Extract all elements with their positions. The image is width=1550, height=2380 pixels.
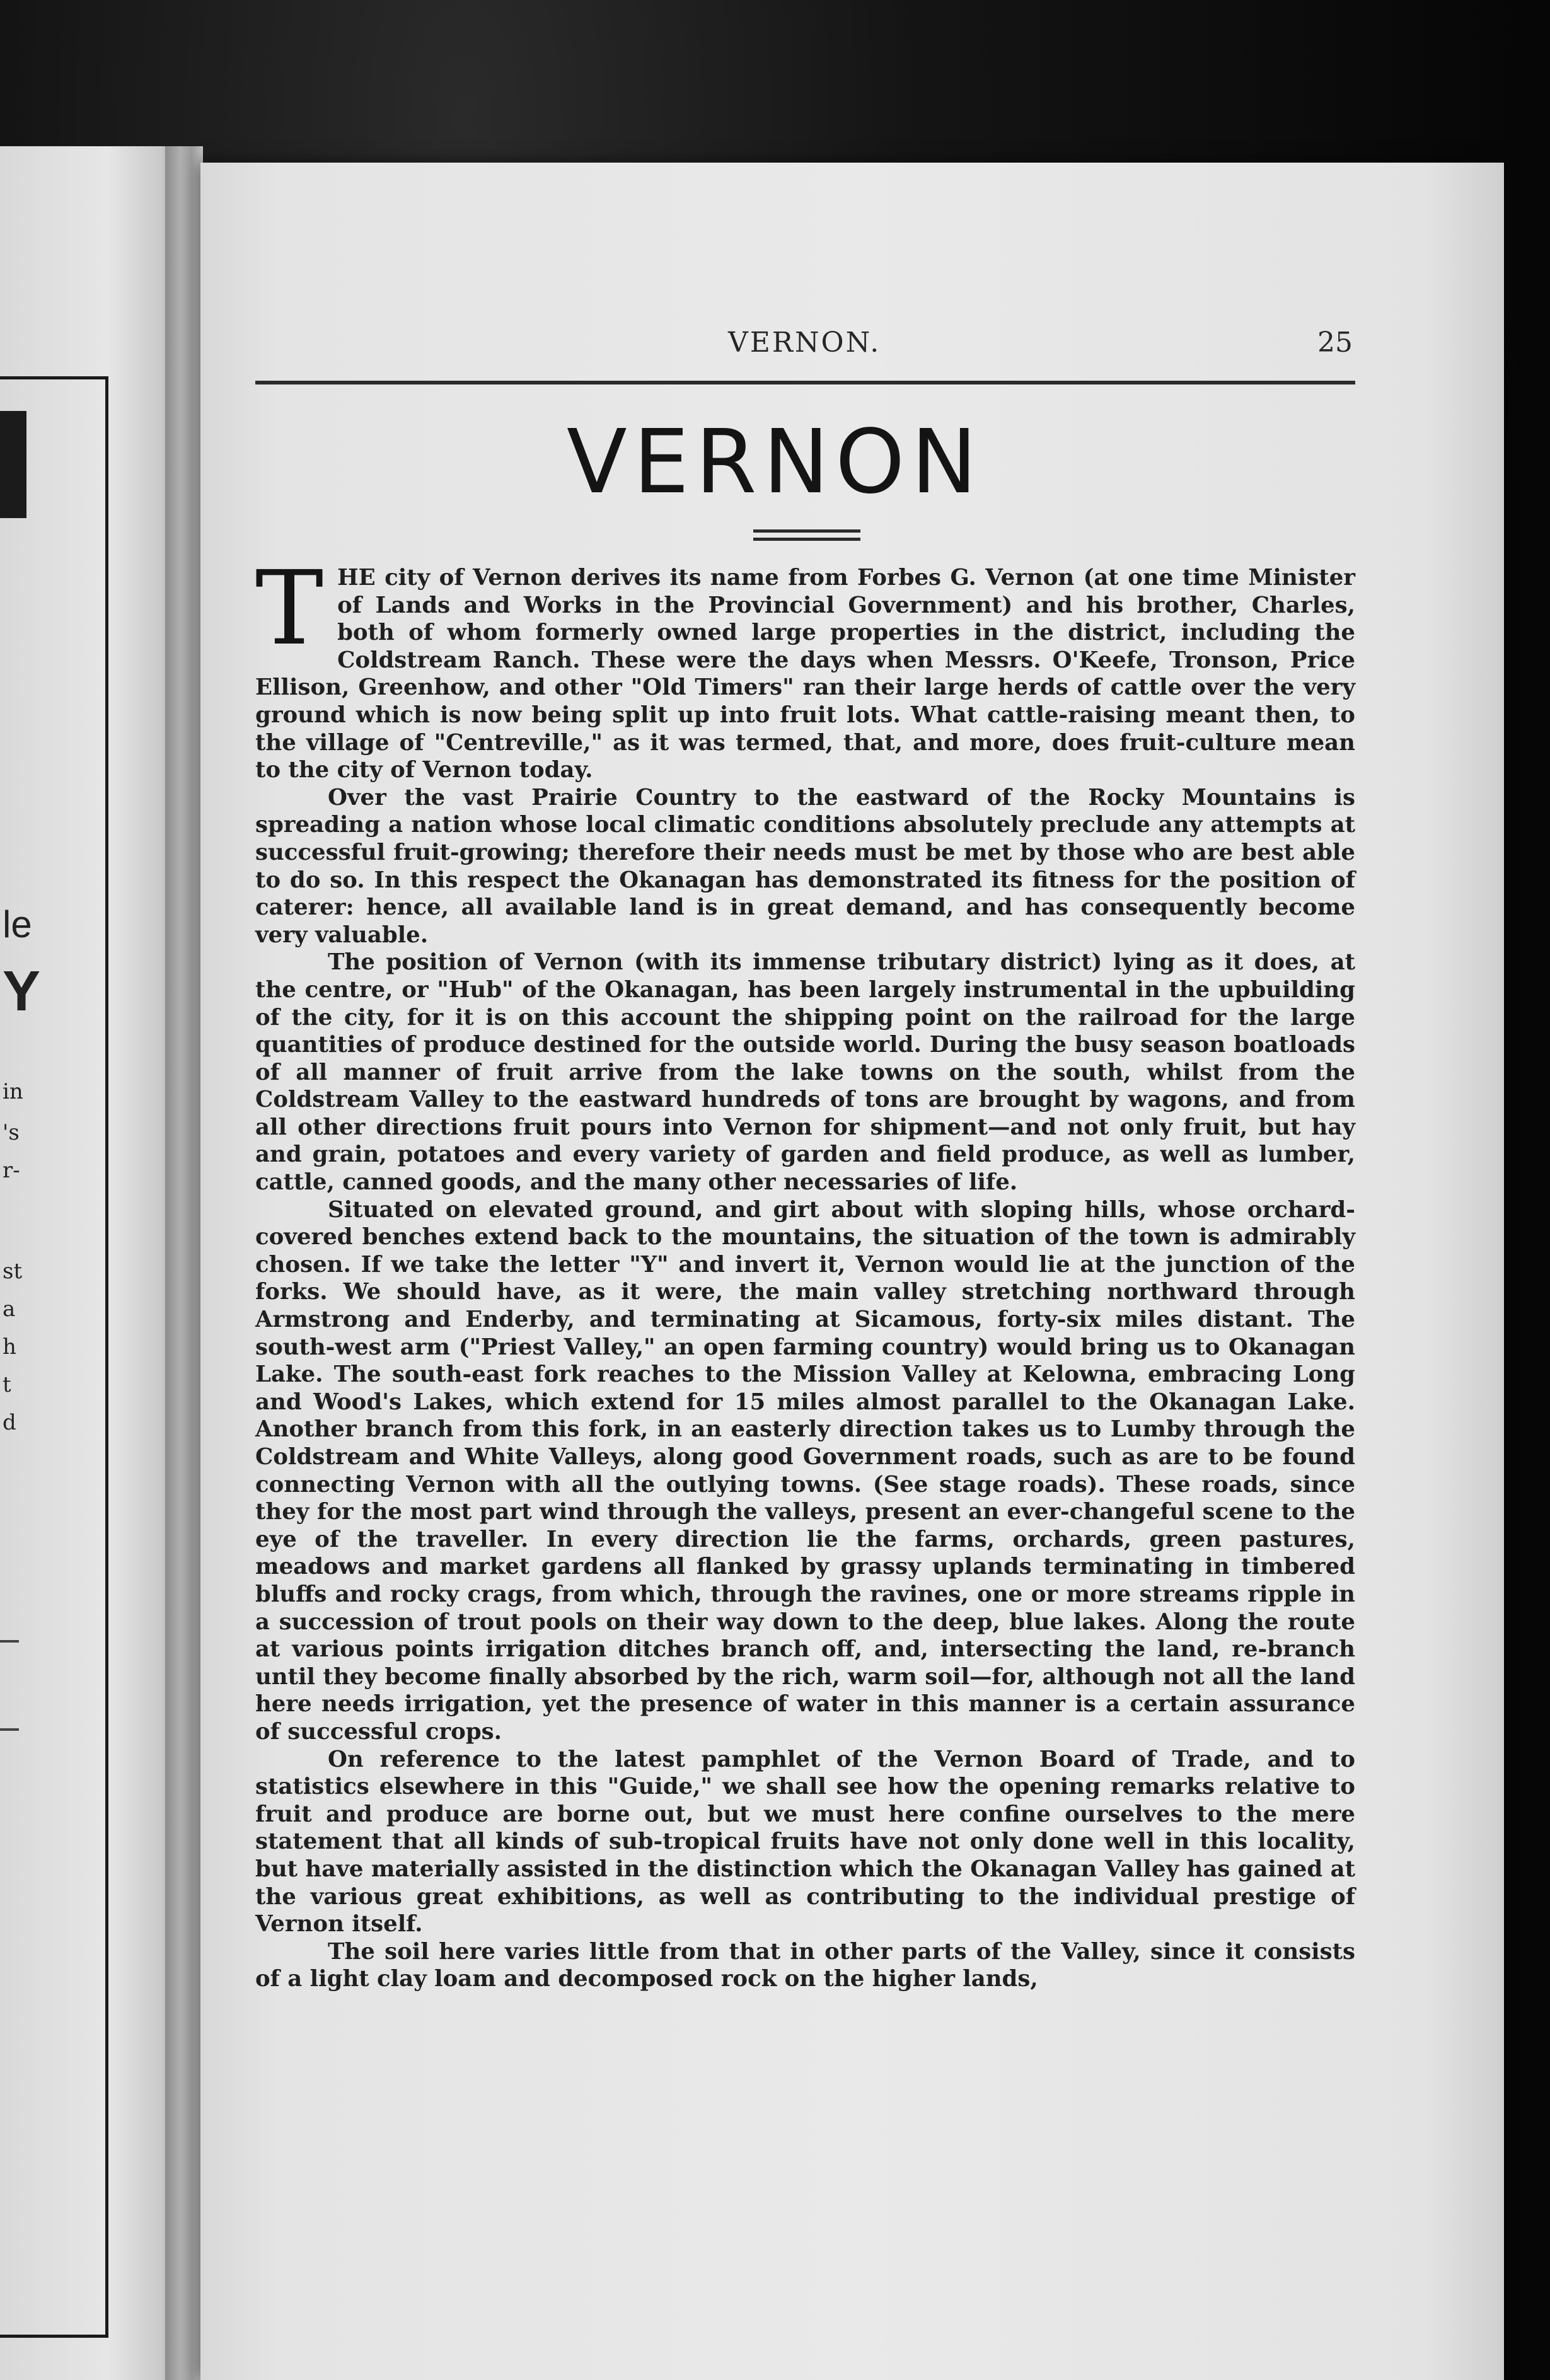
previous-page-rule bbox=[0, 1728, 19, 1731]
title-ornament-rule bbox=[753, 529, 860, 533]
running-head: VERNON. bbox=[728, 326, 881, 359]
previous-page-fragment: t bbox=[3, 1372, 11, 1397]
article-paragraph: The position of Vernon (with its immense tributary district) lying as it does, at the centre, or "Hub" of the Okanagan, has been largely instrumental in the upbuilding of the city, for it is on this account the shipping point on the railroad for the large quantities of produce destined for the outside world. During the busy season boatloads of all manner of fruit arrive from the lake towns on the south, whilst from the Coldstream Valley to the eastward hundreds of tons are brought by wagons, and from all other directions fruit pours into Vernon for shipment—and not only fruit, but hay and grain, potatoes and every variety of garden and field produce, as well as lumber, cattle, canned goods, and the many other necessaries of life. bbox=[255, 949, 1355, 1196]
article-paragraph: The soil here varies little from that in other parts of the Valley, since it consists of a light clay loam and decomposed rock on the higher lands, bbox=[255, 1938, 1355, 1992]
previous-page-fragment: h bbox=[3, 1334, 16, 1360]
previous-page-fragment: 's bbox=[3, 1120, 20, 1145]
drop-cap: T bbox=[255, 550, 324, 668]
previous-page-fragment: r- bbox=[3, 1158, 20, 1183]
header-rule bbox=[255, 381, 1355, 384]
article-paragraph: Situated on elevated ground, and girt about with sloping hills, whose orchard-covered benches extend back to the mountains, the situation of the town is admirably chosen. If we take the letter "Y" and invert it, Vernon would lie at the junction of the forks. We should have, as it were, the main valley stretching northward through Armstrong and Enderby, and terminating at Sicamous, forty-six miles distant. The south-west arm ("Priest Valley," an open farming country) would bring us to Okanagan Lake. The south-east fork reaches to the Mission Valley at Kelowna, embracing Long and Wood's Lakes, which extend for 15 miles almost parallel to the Okanagan Lake. Another branch from this fork, in an easterly direction takes us to Lumby through the Coldstream and White Valleys, along good Government roads, such as are to be found connecting Vernon with all the outlying towns. (See stage roads). These roads, since they for the most part wind through the valleys, present an ever-changeful scene to the eye of the traveller. In every direction lie the farms, orchards, green pastures, meadows and market gardens all flanked by grassy uplands terminating in timbered bluffs and rocky crags, from which, through the ravines, one or more streams ripple in a succession of trout pools on their way down to the deep, blue lakes. Along the route at various points irrigation ditches branch off, and, intersecting the land, re-branch until they become finally absorbed by the rich, warm soil—for, although not all the land here needs irrigation, yet the presence of water in this manner is a certain assurance of successful crops. bbox=[255, 1196, 1355, 1745]
article-paragraph: Over the vast Prairie Country to the eastward of the Rocky Mountains is spreading a nation whose local climatic conditions absolutely preclude any attempts at successful fruit-growing; therefore their needs must be met by those who are best able to do so. In this respect the Okanagan has demonstrated its fitness for the position of caterer: hence, all available land is in great demand, and has consequently become very valuable. bbox=[255, 784, 1355, 948]
article-paragraph: On reference to the latest pamphlet of the Vernon Board of Trade, and to statistics elsewhere in this "Guide," we shall see how the opening remarks relative to fruit and produce are borne out, but we must here confine ourselves to the mere statement that all kinds of sub-tropical fruits have not only done well in this locality, but have materially assisted in the distinction which the Okanagan Valley has gained at the various great exhibitions, as well as contributing to the individual prestige of Vernon itself. bbox=[255, 1746, 1355, 1938]
previous-page-fragment: a bbox=[3, 1297, 16, 1322]
previous-page-fragment: st bbox=[3, 1259, 23, 1284]
title-ornament-rule bbox=[753, 538, 860, 541]
previous-page-rule bbox=[0, 1640, 19, 1643]
article-body bbox=[255, 550, 1355, 1993]
previous-page-fragment: le bbox=[3, 903, 32, 945]
article-title: VERNON bbox=[566, 411, 984, 514]
previous-page-fragment: d bbox=[3, 1410, 16, 1435]
previous-page-fragment: in bbox=[3, 1079, 23, 1104]
paragraph-text: HE city of Vernon derives its name from Forbes G. Vernon (at one time Minister of Lands and Works in the Provincial Government) and his brother, Charles, both of whom formerly owned large properties in the district, including the Coldstream Ranch. These were the days when Messrs. O'Keefe, Tronson, Price Ellison, Greenhow, and other "Old Timers" ran their large herds of cattle over the very ground which is now being split up into fruit lots. What cattle-raising meant then, to the village of "Centreville," as it was termed, that, and more, does fruit-culture mean to the city of Vernon today. bbox=[255, 565, 1355, 783]
previous-page-fragment: Y bbox=[3, 960, 41, 1023]
article-paragraph bbox=[255, 550, 1355, 784]
page-number: 25 bbox=[1317, 326, 1353, 359]
